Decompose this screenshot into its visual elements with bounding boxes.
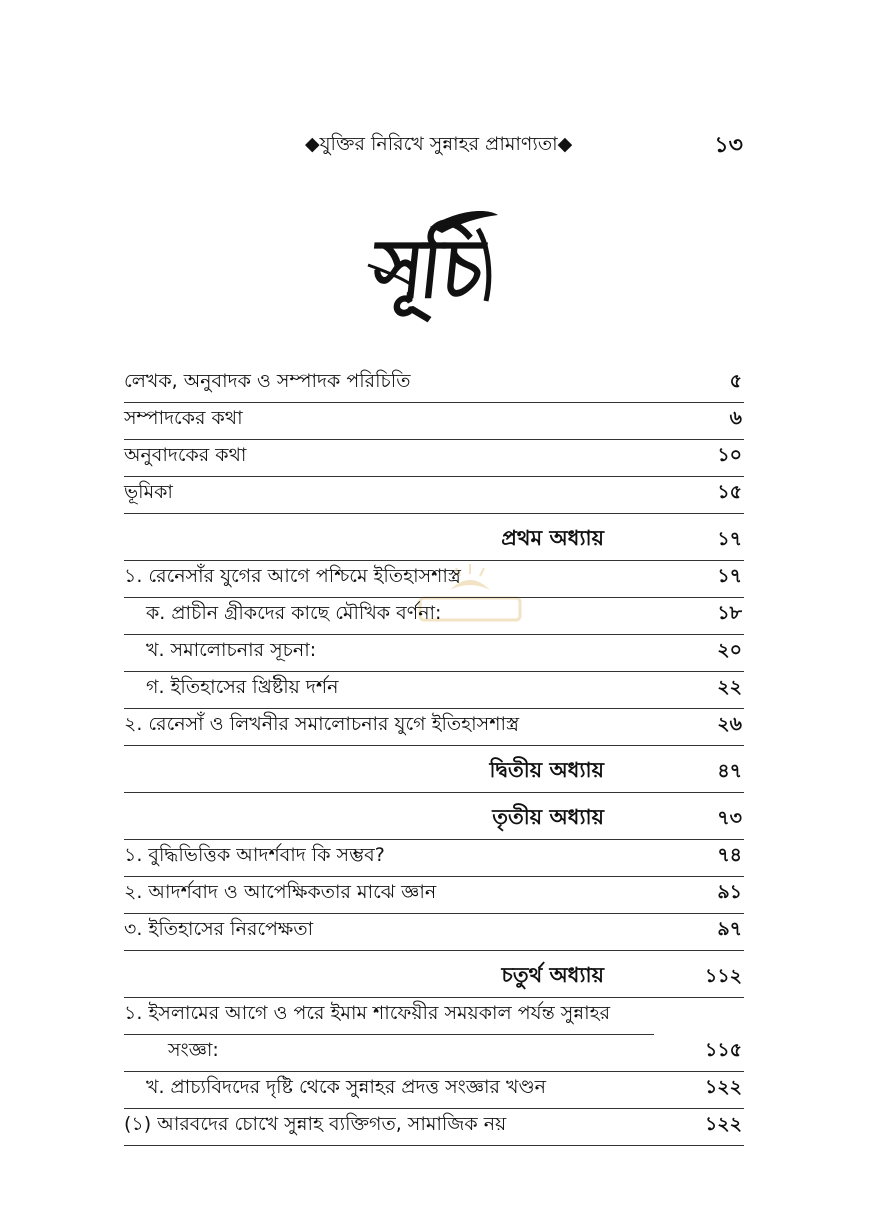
toc-page-number: ১৭ bbox=[717, 528, 742, 550]
toc-chapter-row bbox=[124, 805, 744, 840]
toc-row bbox=[124, 1074, 744, 1109]
toc-row bbox=[124, 842, 744, 877]
toc-label: (১) আরবদের চোখে সুন্নাহ ব্যক্তিগত, সামাজিক নয় bbox=[124, 1113, 507, 1135]
toc-page-number: ১৮ bbox=[717, 602, 742, 624]
toc-page-number: ১১৫ bbox=[705, 1039, 742, 1061]
contents-heading bbox=[360, 205, 510, 335]
toc-label: প্রথম অধ্যায় bbox=[501, 526, 604, 550]
toc-row bbox=[124, 1000, 654, 1035]
toc-chapter-row bbox=[124, 758, 744, 793]
toc-label: লেখক, অনুবাদক ও সম্পাদক পরিচিতি bbox=[124, 370, 411, 392]
toc-page-number: ৫ bbox=[729, 370, 742, 392]
toc-row bbox=[124, 637, 744, 672]
toc-label: দ্বিতীয় অধ্যায় bbox=[489, 758, 604, 782]
toc-row bbox=[124, 674, 744, 709]
toc-label: ১. রেনেসাঁর যুগের আগে পশ্চিমে ইতিহাসশাস্ত্র bbox=[124, 565, 461, 587]
toc-label: খ. সমালোচনার সূচনা: bbox=[146, 639, 317, 661]
toc-label: ১. বুদ্ধিভিত্তিক আদর্শবাদ কি সম্ভব? bbox=[124, 844, 385, 866]
toc-chapter-row bbox=[124, 963, 744, 998]
toc-row bbox=[124, 405, 744, 440]
toc-page-number: ৭৪ bbox=[717, 844, 742, 866]
toc-label: ৩. ইতিহাসের নিরপেক্ষতা bbox=[124, 918, 314, 940]
toc-row bbox=[124, 879, 744, 914]
toc-label: চতুর্থ অধ্যায় bbox=[501, 963, 604, 987]
toc-label: ২. রেনেসাঁ ও লিখনীর সমালোচনার যুগে ইতিহাসশাস্ত্র bbox=[124, 713, 520, 735]
toc-row bbox=[124, 563, 744, 598]
toc-page-number: ১২২ bbox=[704, 1076, 742, 1098]
toc-row bbox=[124, 442, 744, 477]
toc-page-number: ৯৭ bbox=[717, 918, 742, 940]
toc-page-number: ১৭ bbox=[717, 565, 742, 587]
toc-page-number: ৯১ bbox=[717, 881, 742, 903]
page-number: ১৩ bbox=[714, 133, 743, 158]
toc-page-number: ১১২ bbox=[704, 965, 742, 987]
toc-page-number: ১০ bbox=[717, 444, 742, 466]
toc-page-number: ২৬ bbox=[717, 713, 742, 735]
toc-page-number: ২০ bbox=[717, 639, 742, 661]
toc-page-number: ৪৭ bbox=[717, 760, 742, 782]
toc-label: অনুবাদকের কথা bbox=[124, 444, 247, 466]
toc-row bbox=[124, 600, 744, 635]
toc-page-number: ৬ bbox=[729, 407, 742, 429]
toc-page-number: ১২২ bbox=[704, 1113, 742, 1135]
toc-page-number: ৭৩ bbox=[717, 807, 742, 829]
table-of-contents bbox=[124, 368, 744, 1148]
toc-label: ২. আদর্শবাদ ও আপেক্ষিকতার মাঝে জ্ঞান bbox=[124, 881, 437, 903]
toc-label: খ. প্রাচ্যবিদদের দৃষ্টি থেকে সুন্নাহর প্রদত্ত সংজ্ঞার খণ্ডন bbox=[146, 1076, 546, 1098]
running-head bbox=[0, 126, 870, 158]
toc-row bbox=[124, 711, 744, 746]
contents-title: সূচি bbox=[369, 220, 485, 317]
toc-row bbox=[124, 1111, 744, 1146]
toc-label: গ. ইতিহাসের খ্রিষ্টীয় দর্শন bbox=[146, 676, 339, 698]
toc-row bbox=[124, 368, 744, 403]
toc-label: ১. ইসলামের আগে ও পরে ইমাম শাফেয়ীর সময়কাল পর্যন্ত সুন্নাহর bbox=[124, 1002, 611, 1024]
toc-chapter-row bbox=[124, 526, 744, 561]
toc-label: সম্পাদকের কথা bbox=[124, 407, 243, 429]
toc-label: তৃতীয় অধ্যায় bbox=[492, 805, 604, 829]
toc-row bbox=[124, 916, 744, 951]
toc-label: ভূমিকা bbox=[124, 481, 173, 503]
running-title: ◆যুক্তির নিরিখে সুন্নাহর প্রামাণ্যতা◆ bbox=[305, 133, 573, 155]
toc-label: সংজ্ঞা: bbox=[168, 1039, 219, 1061]
toc-row bbox=[124, 1037, 744, 1072]
toc-page-number: ২২ bbox=[717, 676, 742, 698]
toc-label: ক. প্রাচীন গ্রীকদের কাছে মৌখিক বর্ণনা: bbox=[146, 602, 442, 624]
toc-page-number: ১৫ bbox=[717, 481, 742, 503]
toc-row bbox=[124, 479, 744, 514]
